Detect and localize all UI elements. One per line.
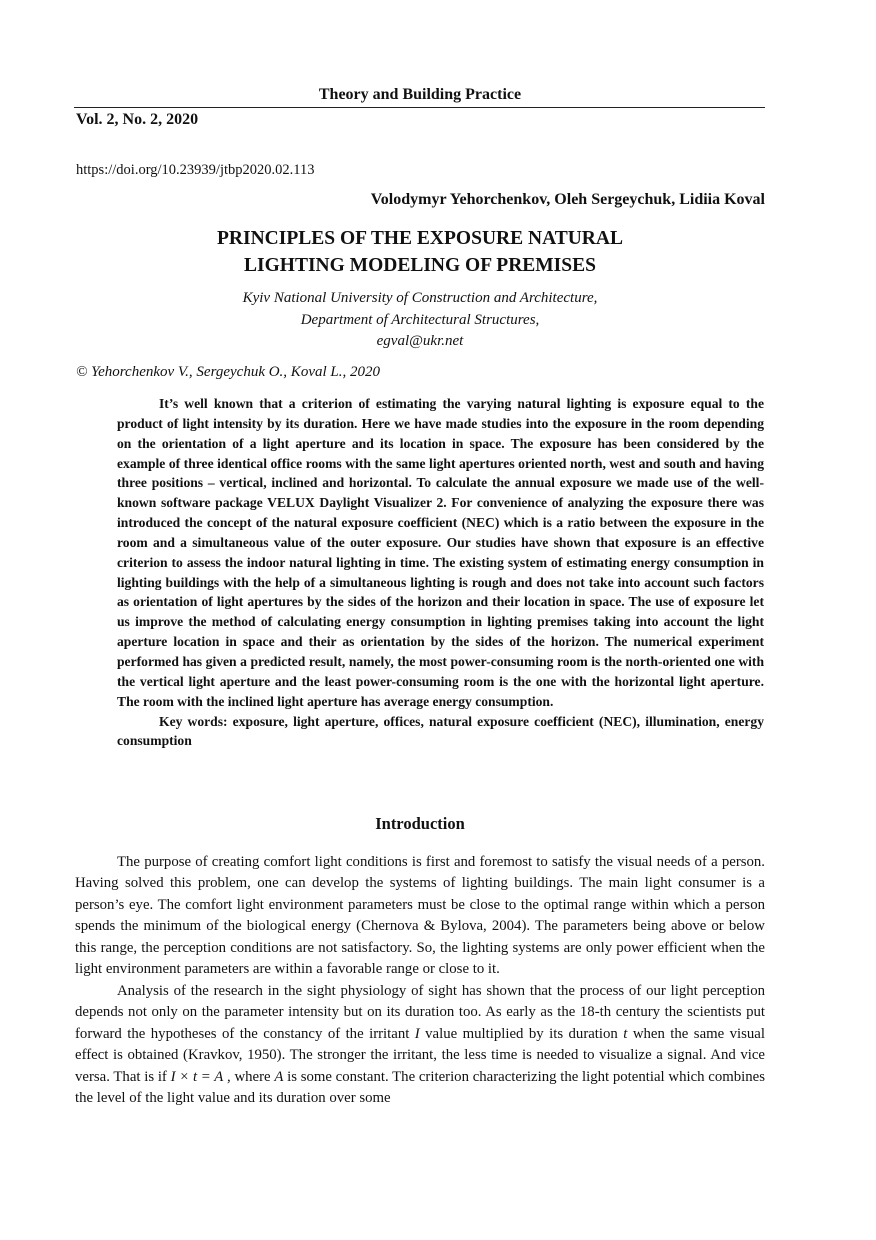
paper-title (0, 225, 840, 279)
journal-title: Theory and Building Practice (318, 86, 522, 103)
header-rule (74, 107, 765, 108)
introduction-paragraph-2 (75, 981, 765, 1110)
section-heading-introduction: Introduction (375, 814, 465, 833)
p2-text-b: value multiplied by its duration (419, 1025, 624, 1042)
doi-link[interactable]: https://doi.org/10.23939/jtbp2020.02.113 (76, 162, 315, 178)
title-line-2: LIGHTING MODELING OF PREMISES (244, 255, 596, 276)
affiliation (0, 288, 840, 353)
authors: Volodymyr Yehorchenkov, Oleh Sergeychuk, Lidiia Koval (370, 191, 765, 208)
p2-text-d: , where (223, 1068, 275, 1085)
keywords: Key words: exposure, light aperture, offices, natural exposure coefficient (NEC), illumination, energy consumption (117, 713, 764, 749)
title-line-1: PRINCIPLES OF THE EXPOSURE NATURAL (217, 228, 623, 249)
symbol-t: t (623, 1025, 628, 1042)
symbol-I: I (414, 1025, 420, 1042)
p2-text-e: is some constant. The criterion characterizing the light potential which combines the level of the light value and its duration over some (75, 1068, 765, 1106)
volume-issue: Vol. 2, No. 2, 2020 (76, 111, 199, 128)
introduction-paragraph-1: The purpose of creating comfort light conditions is first and foremost to satisfy the visual needs of a person. Having solved this problem, one can develop the systems of lighting buildings. The main light consumer is a person’s eye. The comfort light environment parameters must be close to the optimal range within which a person spends the minimum of the biological energy (Chernova & Bylova, 2004). The parameters being above or below this range, the perception conditions are not satisfactory. So, the lighting systems are only power efficient when the light environment parameters are within a favorable range or close to it. (75, 854, 765, 978)
introduction-body (75, 852, 765, 1109)
p2-text-a: Analysis of the research in the sight physiology of sight has shown that the process of our light perception depends not only on the parameter intensity but on its duration too. As early as the 18-th century the scientists put forward the hypotheses of the constancy of the irritant (75, 982, 765, 1042)
affiliation-email[interactable]: egval@ukr.net (376, 333, 464, 349)
affiliation-university: Kyiv National University of Construction and Architecture, (242, 290, 598, 306)
affiliation-department: Department of Architectural Structures, (300, 311, 540, 328)
copyright: © Yehorchenkov V., Sergeychuk O., Koval L., 2020 (76, 364, 380, 380)
p2-text-c: when the same visual effect is obtained (Kravkov, 1950). The stronger the irritant, the less time is needed to visualize a signal. And vice versa. That is if (75, 1025, 765, 1085)
abstract-text: It’s well known that a criterion of estimating the varying natural lighting is exposure equal to the product of light intensity by its duration. Here we have made studies into the exposure in the room depending on the orientation of a light aperture and its location in space. The exposure has been considered by the example of three identical office rooms with the same light apertures oriented north, west and south and having three positions – vertical, inclined and horizontal. To calculate the annual exposure we made use of the well-known software package VELUX Daylight Visualizer 2. For convenience of analyzing the exposure there was introduced the concept of the natural exposure coefficient (NEC) which is a ratio between the exposure in the room and a simultaneous value of the outer exposure. Our studies have shown that exposure is an effective criterion to assess the indoor natural lighting in time. The existing system of estimating energy consumption in lighting buildings with the help of a simultaneous lighting is rough and does not take into account such factors as orientation of light apertures by the sides of the horizon and their location in space. The use of exposure let us improve the method of calculating energy consumption in lighting premises taking into account the light aperture location in space and their as orientation by the sides of the horizon. The numerical experiment performed has given a predicted result, namely, the most power-consuming room is the north-oriented one with the vertical light aperture and the least power-consuming room is the one with the horizontal light aperture. The room with the inclined light aperture has average energy consumption. (117, 396, 764, 709)
symbol-A: A (274, 1068, 284, 1085)
formula: I × t = A (170, 1068, 224, 1085)
abstract (117, 394, 764, 751)
